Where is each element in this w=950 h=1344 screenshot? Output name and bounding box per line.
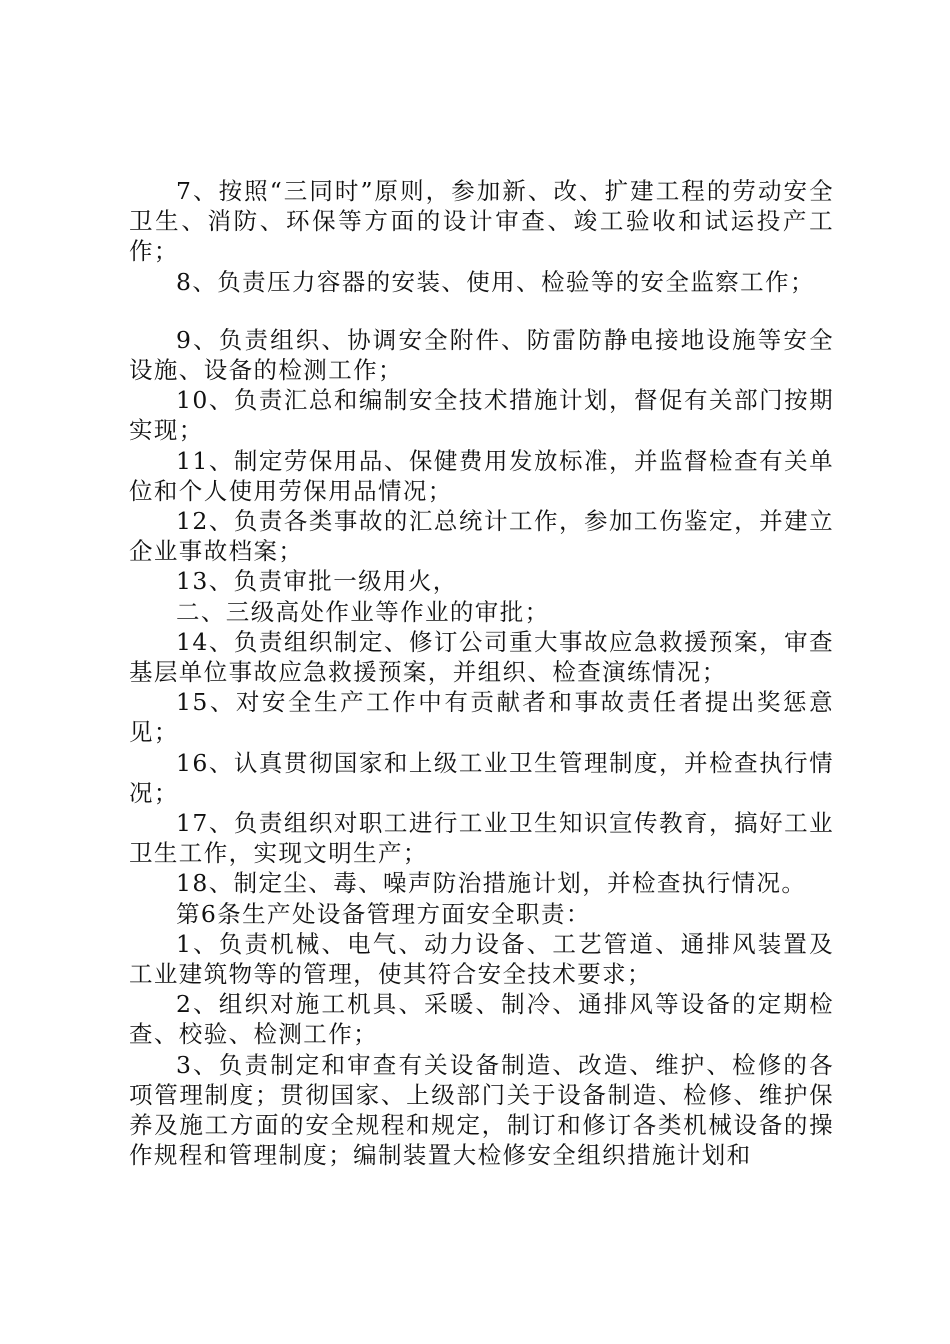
paragraph-item-10: 10、负责汇总和编制安全技术措施计划，督促有关部门按期实现； <box>129 386 834 445</box>
paragraph-item-7: 7、按照“三同时”原则，参加新、改、扩建工程的劳动安全卫生、消防、环保等方面的设计审查、竣工验收和试运投产工作； <box>129 177 834 266</box>
paragraph-item-14: 14、负责组织制定、修订公司重大事故应急救援预案，审查基层单位事故应急救援预案，并组织、检查演练情况； <box>129 627 834 687</box>
paragraph-item-16: 16、认真贯彻国家和上级工业卫生管理制度，并检查执行情况； <box>129 748 834 807</box>
paragraph-equipment-item-2: 2、组织对施工机具、采暖、制冷、通排风等设备的定期检查、校验、检测工作； <box>129 990 834 1049</box>
paragraph-item-8: 8、负责压力容器的安装、使用、检验等的安全监察工作； <box>176 267 815 296</box>
paragraph-item-11: 11、制定劳保用品、保健费用发放标准，并监督检查有关单位和个人使用劳保用品情况； <box>129 446 834 505</box>
paragraph-item-9: 9、负责组织、协调安全附件、防雷防静电接地设施等安全设施、设备的检测工作； <box>129 325 834 385</box>
paragraph-equipment-item-3: 3、负责制定和审查有关设备制造、改造、维护、检修的各项管理制度；贯彻国家、上级部门关于设备制造、检修、维护保养及施工方面的安全规程和规定，制订和修订各类机械设备的操作规程和管理制度；编制装置大检修安全组织措施计划和 <box>129 1050 834 1170</box>
paragraph-item-13-continued: 二、三级高处作业等作业的审批； <box>176 597 550 626</box>
paragraph-item-18: 18、制定尘、毒、噪声防治措施计划，并检查执行情况。 <box>176 869 807 898</box>
paragraph-equipment-item-1: 1、负责机械、电气、动力设备、工艺管道、通排风装置及工业建筑物等的管理，使其符合安全技术要求； <box>129 929 834 989</box>
document-body <box>129 176 834 1171</box>
paragraph-item-12: 12、负责各类事故的汇总统计工作，参加工伤鉴定，并建立企业事故档案； <box>129 507 834 566</box>
paragraph-item-13: 13、负责审批一级用火， <box>176 567 458 596</box>
paragraph-item-15: 15、对安全生产工作中有贡献者和事故责任者提出奖惩意见； <box>129 688 834 747</box>
section-heading-article-6: 第6条生产处设备管理方面安全职责： <box>176 899 591 928</box>
paragraph-item-17: 17、负责组织对职工进行工业卫生知识宣传教育，搞好工业卫生工作，实现文明生产； <box>129 809 834 868</box>
